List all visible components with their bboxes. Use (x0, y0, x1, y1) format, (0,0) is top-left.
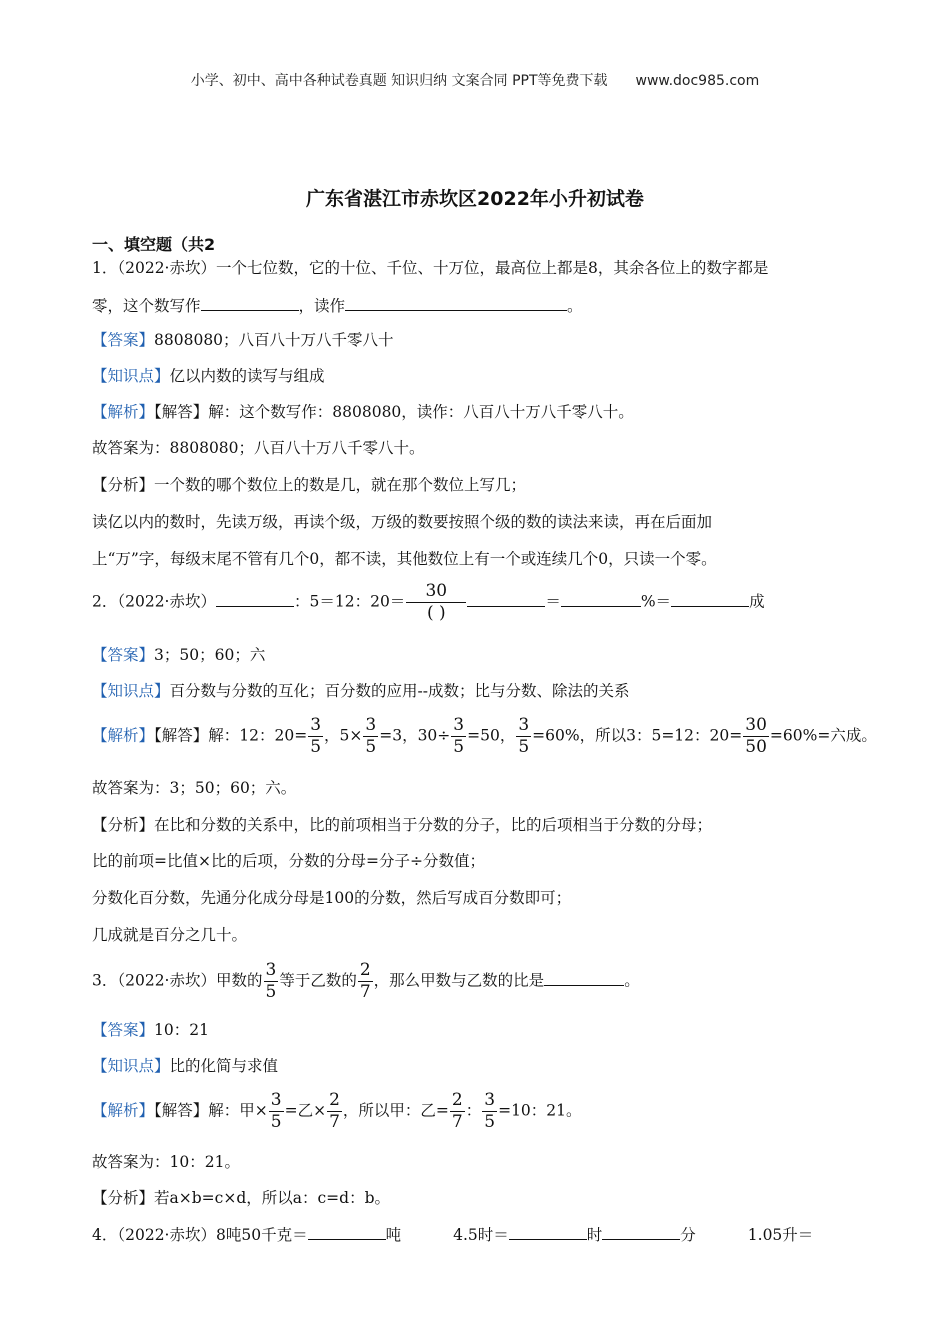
q3-answer: 【答案】10：21 (92, 1021, 209, 1039)
q3-knowledge: 【知识点】比的化简与求值 (92, 1057, 279, 1075)
answer-blank[interactable] (509, 1225, 587, 1240)
fraction: $\frac{2}{7}$ (359, 960, 371, 1002)
fraction: $\frac{3}{5}$ (453, 715, 465, 757)
answer-blank[interactable] (216, 592, 294, 607)
q1-knowledge: 【知识点】亿以内数的读写与组成 (92, 367, 325, 385)
fraction: $\frac{30}{( )}$ (406, 583, 466, 622)
q1-analysis: 【解析】【解答】解：这个数写作：8808080，读作：八百八十万八千零八十。 (92, 403, 634, 421)
q3-result: 故答案为：10：21。 (92, 1153, 240, 1171)
fraction: $\frac{3}{5}$ (270, 1090, 282, 1132)
answer-blank[interactable] (345, 296, 567, 311)
fraction: $\frac{3}{5}$ (484, 1090, 496, 1132)
answer-blank[interactable] (467, 592, 545, 607)
q1-result: 故答案为：8808080；八百八十万八千零八十。 (92, 439, 425, 457)
q2-line-1: 2．（2022·赤坎） ：5＝12：20＝ $\frac{30}{( )}$ ＝ %＝ 成 (92, 581, 765, 623)
q3-analysis: 【解析】【解答】解：甲× $\frac{3}{5}$ =乙× $\frac{2}{7}$ ，所以甲：乙= $\frac{2}{7}$ ： $\frac{3}{5}$ =10：21。 (92, 1090, 582, 1132)
answer-blank[interactable] (544, 971, 624, 986)
q1-line-2: 零，这个数写作 ，读作 。 (92, 297, 583, 315)
document-title: 广东省湛江市赤坎区2022年小升初试卷 (306, 188, 644, 210)
q2-answer: 【答案】3；50；60；六 (92, 646, 266, 664)
section-heading: 一、填空题（共2 (92, 235, 216, 254)
q3-line-1: 3．（2022·赤坎）甲数的 $\frac{3}{5}$ 等于乙数的 $\frac{2}{7}$ ，那么甲数与乙数的比是 。 (92, 960, 640, 1002)
header-text: 小学、初中、高中各种试卷真题 知识归纳 文案合同 PPT等免费下载 (190, 73, 608, 89)
q2-fenxi: 【分析】在比和分数的关系中，比的前项相当于分数的分子，比的后项相当于分数的分母； (92, 816, 713, 834)
header-site[interactable]: www.doc985.com (635, 73, 760, 89)
q1-line-1: 1．（2022·赤坎）一个七位数，它的十位、千位、十万位，最高位上都是8，其余各位上的数字都是 (92, 259, 769, 277)
q2-fenxi-2: 比的前项=比值×比的后项，分数的分母=分子÷分数值； (92, 852, 485, 870)
answer-blank[interactable] (671, 592, 749, 607)
q2-fenxi-3: 分数化百分数，先通分化成分母是100的分数，然后写成百分数即可； (92, 889, 572, 907)
q1-fenxi-3: 上“万”字，每级末尾不管有几个0，都不读，其他数位上有一个或连续几个0，只读一个零。 (92, 550, 717, 568)
answer-blank[interactable] (602, 1225, 680, 1240)
fraction: $\frac{3}{5}$ (310, 715, 322, 757)
q2-analysis: 【解析】【解答】解：12：20= $\frac{3}{5}$ ，5× $\frac{3}{5}$ =3，30÷ $\frac{3}{5}$ =50， $\frac{3}{5}$ =60%，所以3：5=12：20= $\frac{30}{50}$ =60%=六成。 (92, 715, 877, 757)
fraction: $\frac{3}{5}$ (265, 960, 277, 1002)
page-header (0, 70, 950, 90)
q1-answer: 【答案】8808080；八百八十万八千零八十 (92, 331, 394, 349)
q2-knowledge: 【知识点】百分数与分数的互化；百分数的应用--成数；比与分数、除法的关系 (92, 682, 630, 700)
answer-blank[interactable] (201, 296, 299, 311)
q1-fenxi-2: 读亿以内的数时，先读万级，再读个级，万级的数要按照个级的数的读法来读，再在后面加 (92, 513, 713, 531)
fraction: $\frac{30}{50}$ (745, 715, 767, 757)
q3-fenxi: 【分析】若a×b=c×d，所以a：c=d：b。 (92, 1189, 390, 1207)
q4-line-1: 4．（2022·赤坎）8吨50千克＝ 吨 4.5时＝ 时 分 1.05升＝ (92, 1226, 814, 1244)
q2-fenxi-4: 几成就是百分之几十。 (92, 926, 248, 944)
fraction: $\frac{3}{5}$ (365, 715, 377, 757)
answer-blank[interactable] (561, 592, 641, 607)
q2-result: 故答案为：3；50；60；六。 (92, 779, 297, 797)
fraction: $\frac{3}{5}$ (518, 715, 530, 757)
q1-fenxi: 【分析】一个数的哪个数位上的数是几，就在那个数位上写几； (92, 476, 527, 494)
answer-blank[interactable] (308, 1225, 386, 1240)
fraction: $\frac{2}{7}$ (451, 1090, 463, 1132)
fraction: $\frac{2}{7}$ (329, 1090, 340, 1132)
